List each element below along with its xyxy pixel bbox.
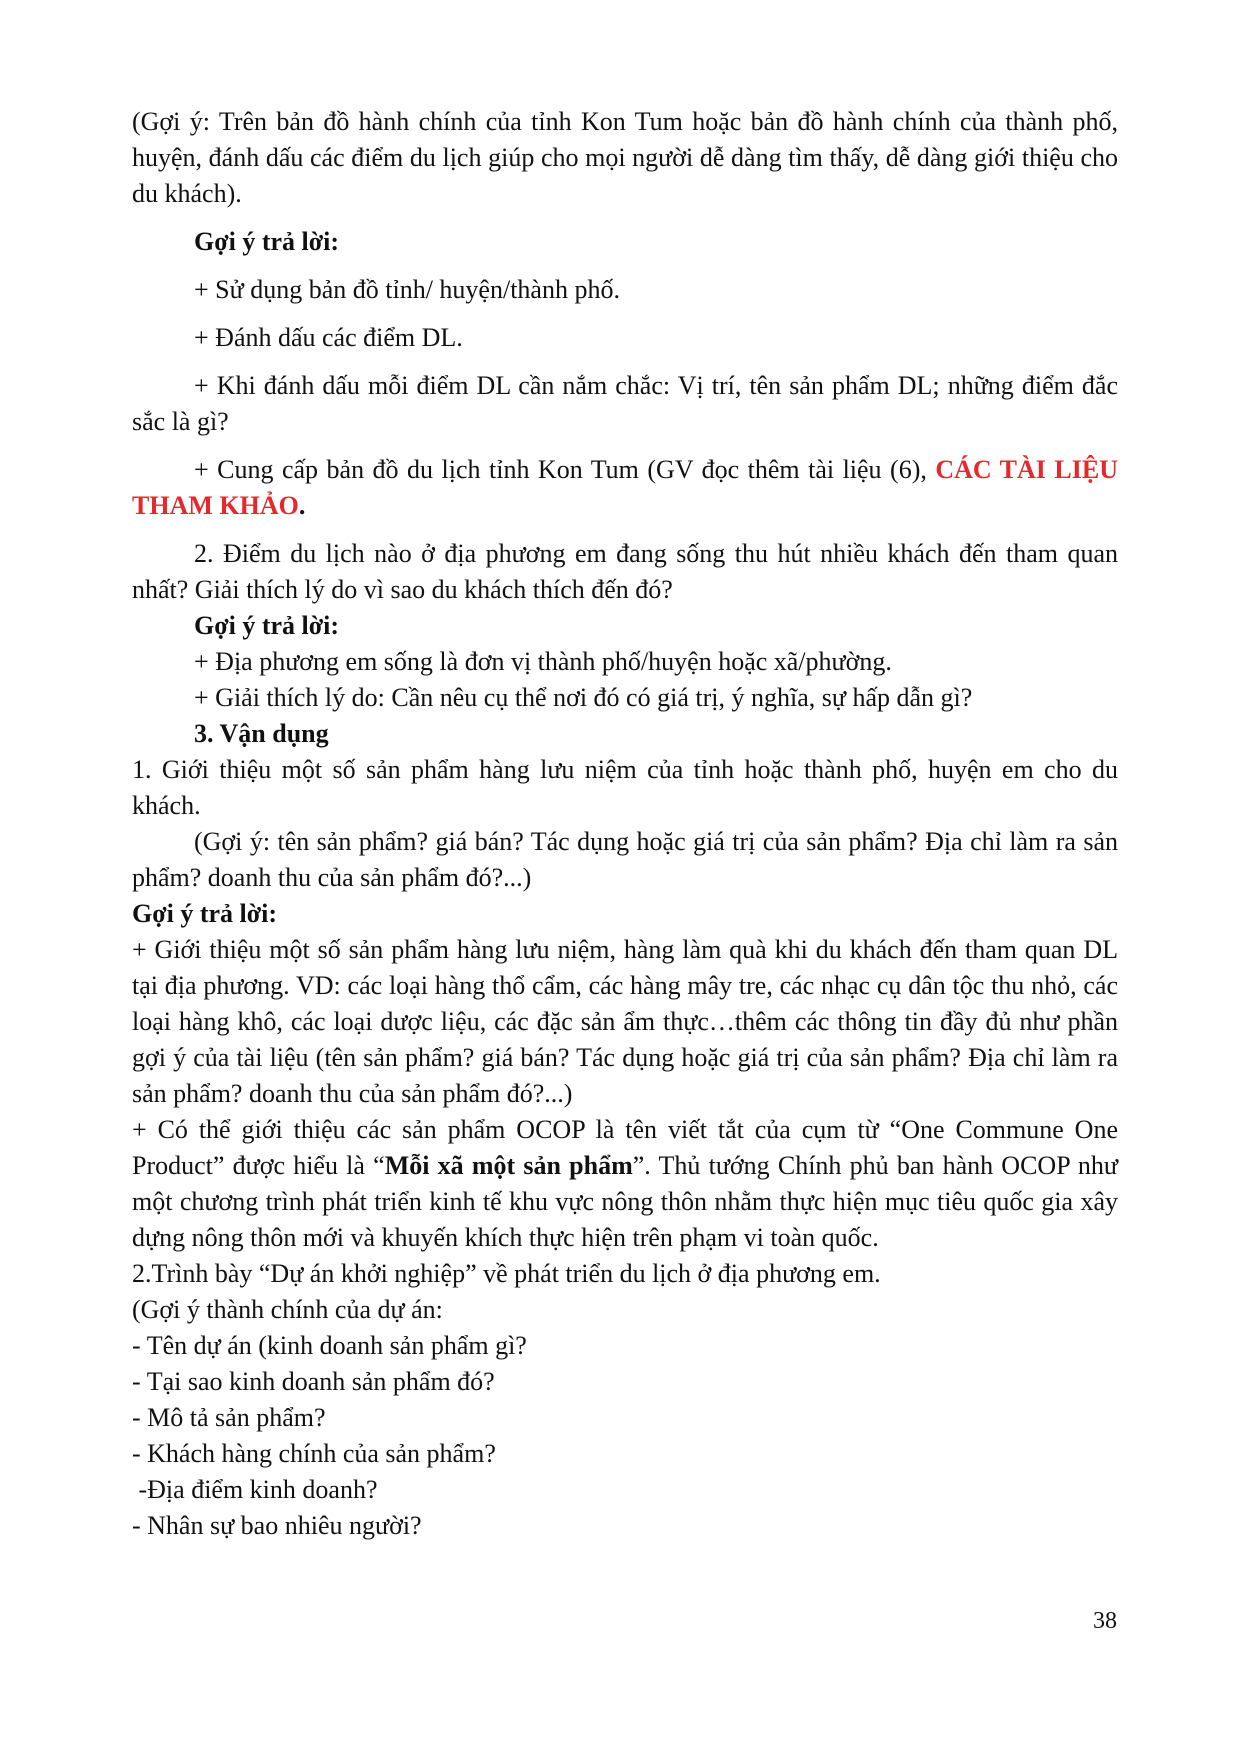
ocop-bold: Mỗi xã một sản phẩm bbox=[384, 1151, 633, 1180]
answer-hint-heading: Gợi ý trả lời: bbox=[194, 611, 340, 640]
answer-item: + Giới thiệu một số sản phẩm hàng lưu niệm, hàng làm quà khi du khách đến tham quan DL tại địa phương. VD: các loại hàng thổ cẩm, các hàng mây tre, các nhạc cụ dân tộc thu nhỏ, các loại hàng khô, các loại dược liệu, các đặc sản ẩm thực…thêm các thông tin đầy đủ như phần gợi ý của tài liệu (tên sản phẩm? giá bán? Tác dụng hoặc giá trị của sản phẩm? Địa chỉ làm ra sản phẩm? doanh thu của sản phẩm đó?...) bbox=[132, 935, 1118, 1108]
answer-hint-heading: Gợi ý trả lời: bbox=[194, 227, 340, 256]
project-item: - Nhân sự bao nhiêu người? bbox=[132, 1511, 422, 1540]
question-2: 2. Điểm du lịch nào ở địa phương em đang sống thu hút nhiều khách đến tham quan nhất? Giải thích lý do vì sao du khách thích đến đó? bbox=[132, 539, 1118, 604]
project-item: - Mô tả sản phẩm? bbox=[132, 1403, 326, 1432]
answer-hint-heading: Gợi ý trả lời: bbox=[132, 899, 278, 928]
application-question-1: 1. Giới thiệu một số sản phẩm hàng lưu niệm của tỉnh hoặc thành phố, huyện em cho du khách. bbox=[132, 755, 1118, 820]
answer-item: + Địa phương em sống là đơn vị thành phố/huyện hoặc xã/phường. bbox=[194, 647, 892, 676]
ocop-text: + Có thể giới thiệu các sản phẩm OCOP là tên viết tắt của cụm từ “One Commune One Product” được hiểu là “ bbox=[132, 1115, 1118, 1180]
reference-text: + Cung cấp bản đồ du lịch tỉnh Kon Tum (GV đọc thêm tài liệu (6), bbox=[194, 455, 936, 484]
project-hint: (Gợi ý thành chính của dự án: bbox=[132, 1295, 443, 1324]
reference-end: . bbox=[298, 491, 306, 520]
hint-paragraph: (Gợi ý: Trên bản đồ hành chính của tỉnh Kon Tum hoặc bản đồ hành chính của thành phố, huyện, đánh dấu các điểm du lịch giúp cho mọi người dễ dàng tìm thấy, dễ dàng giới thiệu cho du khách). bbox=[132, 107, 1118, 208]
project-item: -Địa điểm kinh doanh? bbox=[132, 1475, 378, 1504]
answer-item: + Giải thích lý do: Cần nêu cụ thể nơi đó có giá trị, ý nghĩa, sự hấp dẫn gì? bbox=[194, 683, 973, 712]
project-item: - Tại sao kinh doanh sản phẩm đó? bbox=[132, 1367, 495, 1396]
section-heading: 3. Vận dụng bbox=[194, 719, 329, 748]
ocop-text-end: ”. Thủ tướng Chính phủ ban hành OCOP như một chương trình phát triển kinh tế khu vực nông thôn nhằm thực hiện mục tiêu quốc gia xây dựng nông thôn mới và khuyến khích thực hiện trên phạm vi toàn quốc. bbox=[132, 1151, 1118, 1252]
answer-item: + Sử dụng bản đồ tỉnh/ huyện/thành phố. bbox=[194, 275, 620, 304]
answer-item-reference bbox=[132, 452, 1118, 524]
answer-item-ocop bbox=[132, 1112, 1118, 1256]
reference-highlight: CÁC TÀI LIỆU THAM KHẢO bbox=[132, 455, 1118, 520]
answer-item: + Khi đánh dấu mỗi điểm DL cần nắm chắc: Vị trí, tên sản phẩm DL; những điểm đắc sắc là gì? bbox=[132, 371, 1118, 436]
document-body bbox=[132, 104, 1118, 1544]
page-number: 38 bbox=[1093, 1608, 1117, 1634]
application-hint: (Gợi ý: tên sản phẩm? giá bán? Tác dụng hoặc giá trị của sản phẩm? Địa chỉ làm ra sản phẩm? doanh thu của sản phẩm đó?...) bbox=[132, 827, 1118, 892]
project-item: - Khách hàng chính của sản phẩm? bbox=[132, 1439, 496, 1468]
answer-item: + Đánh dấu các điểm DL. bbox=[194, 323, 463, 352]
project-item: - Tên dự án (kinh doanh sản phẩm gì? bbox=[132, 1331, 527, 1360]
application-question-2: 2.Trình bày “Dự án khởi nghiệp” về phát triển du lịch ở địa phương em. bbox=[132, 1259, 881, 1288]
